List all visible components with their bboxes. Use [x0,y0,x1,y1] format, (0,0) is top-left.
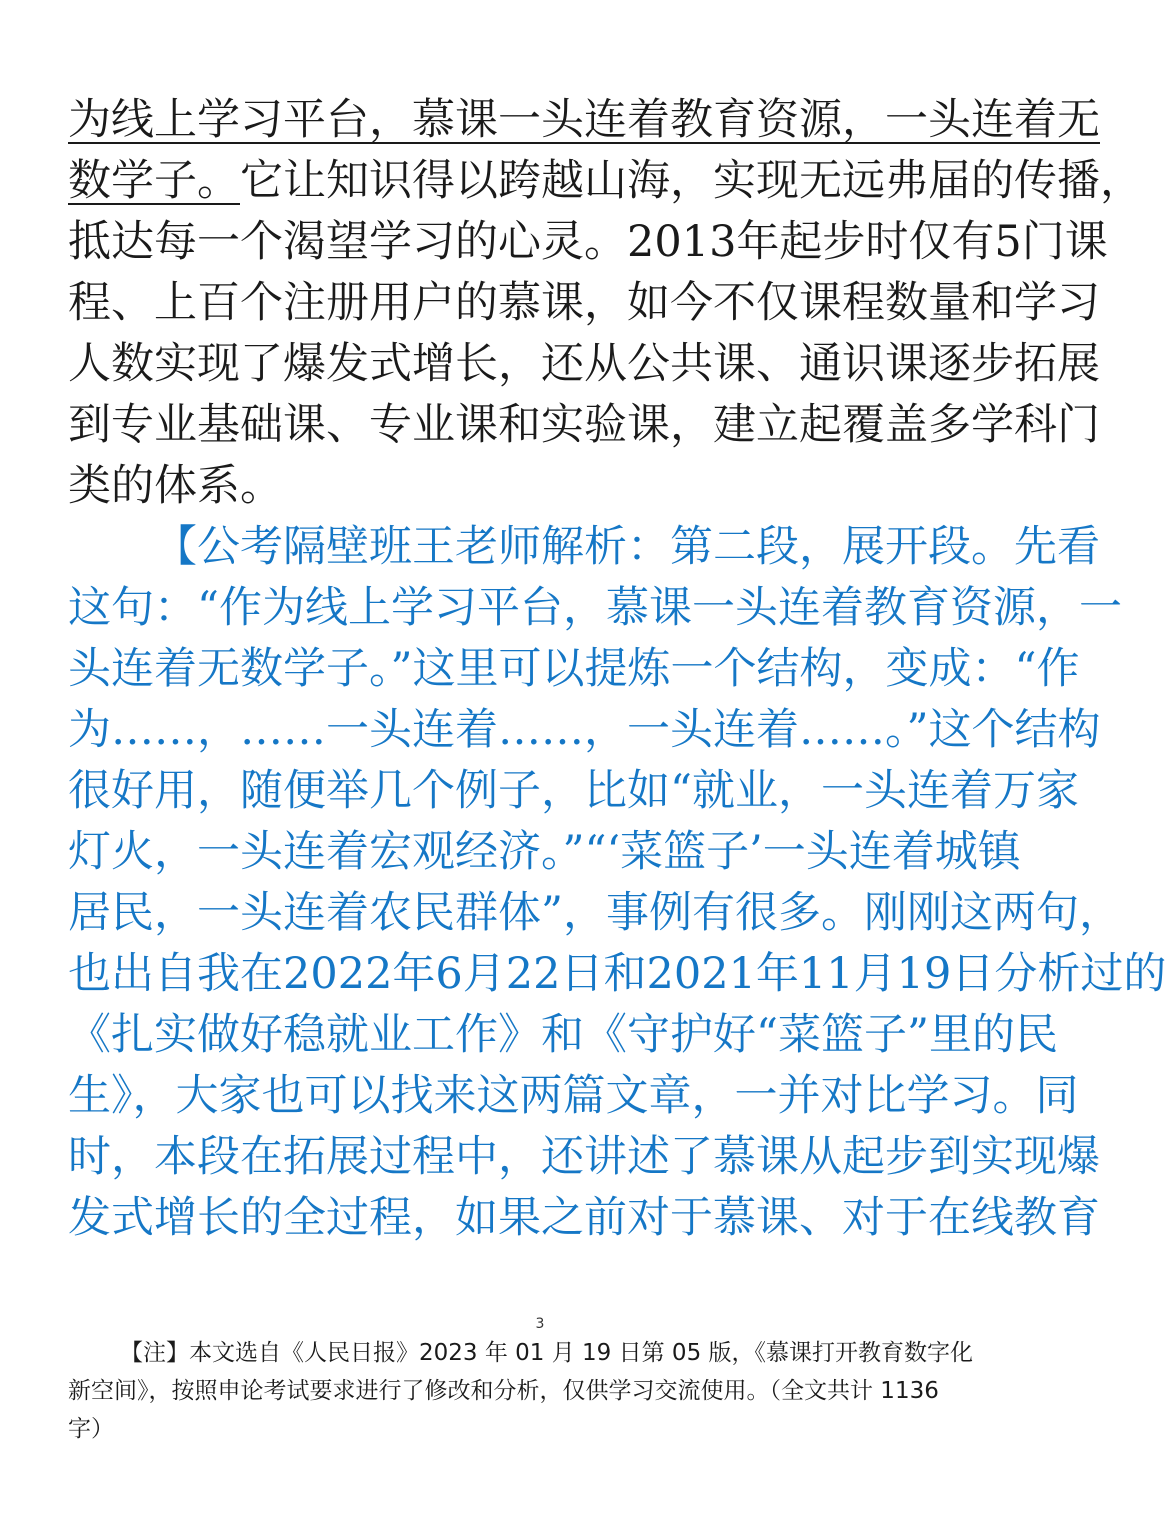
footnote-line: 新空间》，按照申论考试要求进行了修改和分析，仅供学习交流使用。（全文共计 1136 [68,1378,939,1404]
analysis-paragraph [68,517,1166,1249]
analysis-line: 这句：“作为线上学习平台，慕课一头连着教育资源，一 [68,583,1122,633]
body-line: 人数实现了爆发式增长，还从公共课、通识课逐步拓展 [68,339,1100,389]
body-line: 抵达每一个渴望学习的心灵。2013年起步时仅有5门课 [68,217,1108,267]
body-line: 到专业基础课、专业课和实验课，建立起覆盖多学科门 [68,400,1100,450]
body-text: 它让知识得以跨越山海，实现无远弗届的传播， [240,156,1143,206]
page-number: 3 [535,1316,545,1332]
footnote-line: 【注】本文选自《人民日报》2023 年 01 月 19 日第 05 版，《慕课打开教育数字化 [120,1340,974,1366]
analysis-line: 时，本段在拓展过程中，还讲述了慕课从起步到实现爆 [68,1132,1100,1182]
body-line: 程、上百个注册用户的慕课，如今不仅课程数量和学习 [68,278,1100,328]
footnote-line: 字） [68,1416,114,1442]
analysis-line: 为……，……一头连着……，一头连着……。”这个结构 [68,705,1101,755]
analysis-line: 头连着无数学子。”这里可以提炼一个结构，变成：“作 [68,644,1080,694]
analysis-line: 【公考隔壁班王老师解析：第二段，展开段。先看 [154,522,1100,572]
underlined-text: 为线上学习平台，慕课一头连着教育资源，一头连着无 [68,95,1100,145]
analysis-line: 发式增长的全过程，如果之前对于慕课、对于在线教育 [68,1193,1100,1243]
analysis-line: 也出自我在2022年6月22日和2021年11月19日分析过的 [68,949,1166,999]
underlined-text: 数学子。 [68,156,240,206]
analysis-line: 很好用，随便举几个例子，比如“就业，一头连着万家 [68,766,1079,816]
analysis-line: 灯火，一头连着宏观经济。”“‘菜篮子’一头连着城镇 [68,827,1021,877]
analysis-line: 生》，大家也可以找来这两篇文章，一并对比学习。同 [68,1071,1079,1121]
article-body [68,90,1166,1249]
paragraph-1 [68,90,1143,517]
body-line: 类的体系。 [68,461,283,511]
footnote [68,1334,1014,1448]
analysis-line: 《扎实做好稳就业工作》和《守护好“菜篮子”里的民 [68,1010,1058,1060]
analysis-line: 居民，一头连着农民群体”，事例有很多。刚刚这两句， [68,888,1122,938]
